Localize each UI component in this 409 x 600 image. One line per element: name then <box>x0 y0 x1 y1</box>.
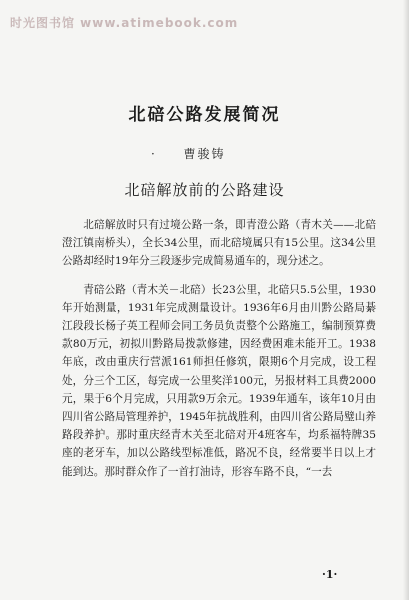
section-title: 北碚解放前的公路建设 <box>124 181 285 199</box>
paragraph: 北碚解放时只有过境公路一条，即青澄公路（青木关——北碚澄江镇南桥头），全长34公里，而北碚境属只有15公里。这34公里公路却经时19年分三段逐步完成简易通车的，现分述之。 <box>62 219 376 268</box>
scan-edge <box>403 0 409 600</box>
watermark: 时光图书馆 www.atimebook.com <box>10 16 239 30</box>
article-body <box>62 216 376 481</box>
article-title: 北碚公路发展简况 <box>128 105 281 125</box>
page-number: ·1· <box>322 568 338 581</box>
paragraph: 青碚公路（青木关－北碚）长23公里，北碚只5.5公里，1930年开始测量，1931年完成测量设计。1936年6月由川黔公路局綦江段段长杨子英工程师会同工务员负责整个公路施工，编制预算费款80万元，初拟川黔路局拨款修建，因经费困难未能开工。1938年底，改由重庆行营派161师担任修筑，限期6个月完成，设工程处，分三个工区，每完成一公里奖洋100元，另报材料工具费2000元，果于6个月完成，只用款9万余元。1939年通车，该年10月由四川省公路局管理养护，1945年抗战胜利，由四川省公路局璧山养路段养护。那时重庆经青木关至北碚对开4班客车，均系福特牌35座的老牙车，加以公路线型标准低，路况不良，经常要半日以上才能到达。那时群众作了一首打油诗，形容车路不良，“一去 <box>62 283 376 478</box>
author-marker: · <box>151 147 155 161</box>
article-author: 曹骏铸 <box>183 147 226 161</box>
